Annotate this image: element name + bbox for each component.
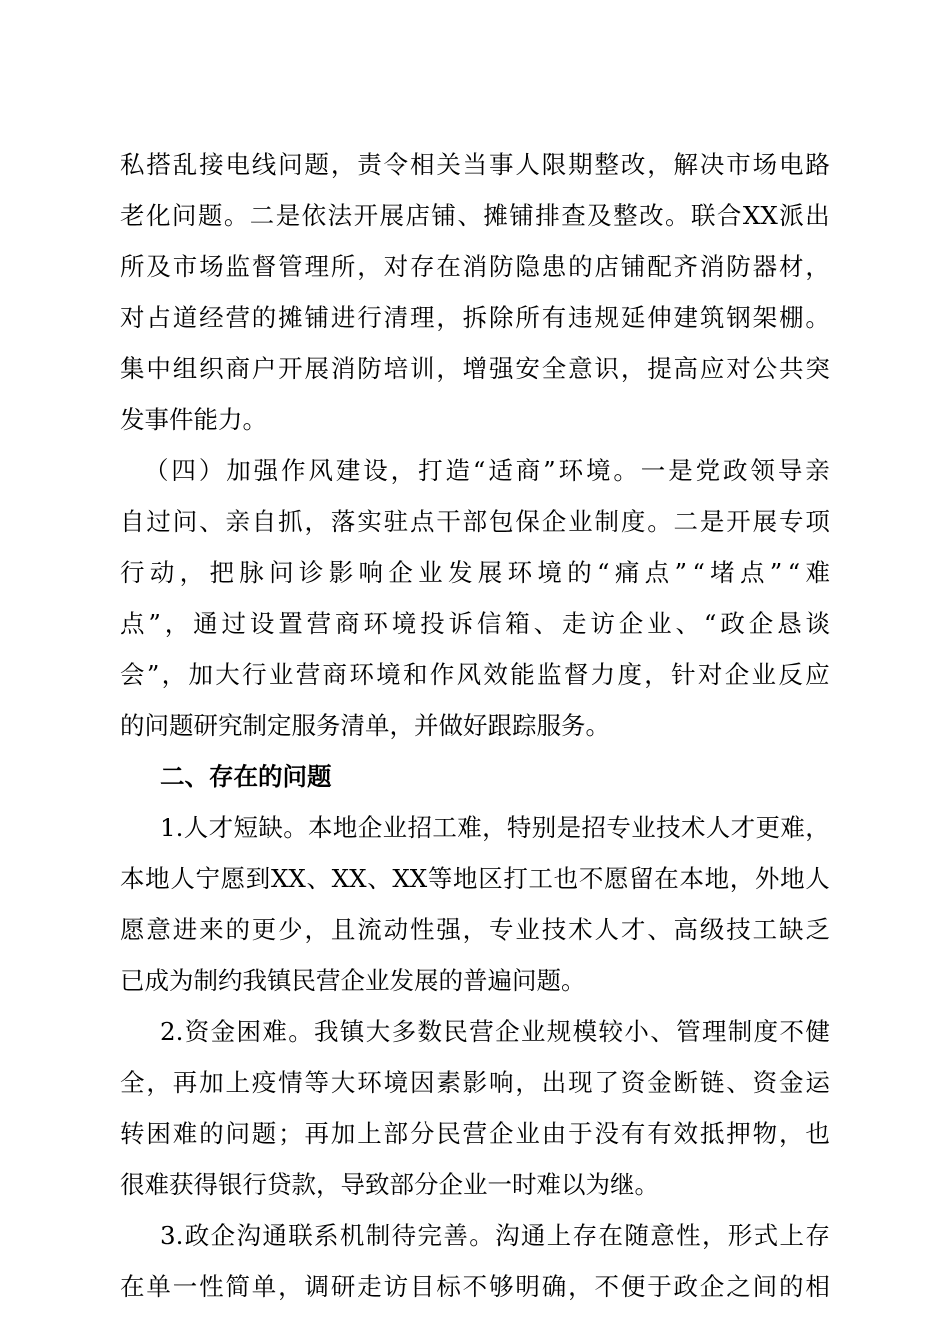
text-line: 会 ” ， 加 大 行 业 营 商 环 境 和 作 风 效 能 监 督 力 度 ， 针 对 企 业 反 应 — [120, 660, 830, 689]
text-line: 所 及 市 场 监 督 管 理 所 ， 对 存 在 消 防 隐 患 的 店 铺 配 齐 消 防 器 材 ， — [120, 252, 830, 281]
text-line: 已成为制约我镇民营企业发展的普遍问题。 — [120, 966, 586, 995]
text-line: 3. 政 企 沟 通 联 系 机 制 待 完 善 。 沟 通 上 存 在 随 意 性 ， 形 式 上 存 — [160, 1221, 830, 1250]
text-line: 很难获得银行贷款，导致部分企业一时难以为继。 — [120, 1170, 659, 1199]
text-line: 自 过 问 、 亲 自 抓 ， 落 实 驻 点 干 部 包 保 企 业 制 度 。 二 是 开 展 专 项 — [120, 507, 830, 536]
text-line: 点 ” ， 通 过 设 置 营 商 环 境 投 诉 信 箱 、 走 访 企 业 、 “ 政 企 恳 谈 — [120, 609, 830, 638]
text-line: 老 化 问 题 。 二 是 依 法 开 展 店 铺 、 摊 铺 排 查 及 整 改 。 联 合 XX 派 出 — [120, 201, 830, 230]
text-line: 愿 意 进 来 的 更 少 ， 且 流 动 性 强 ， 专 业 技 术 人 才 、 高 级 技 工 缺 乏 — [120, 915, 830, 944]
text-line: 2. 资 金 困 难 。 我 镇 大 多 数 民 营 企 业 规 模 较 小 、 管 理 制 度 不 健 — [160, 1017, 830, 1046]
text-line: 的问题研究制定服务清单，并做好跟踪服务。 — [120, 711, 610, 740]
text-line: 1. 人 才 短 缺 。 本 地 企 业 招 工 难 ， 特 别 是 招 专 业 技 术 人 才 更 难 ， — [160, 813, 830, 842]
text-line: 本 地 人 宁 愿 到 XX 、 XX 、 XX 等 地 区 打 工 也 不 愿 留 在 本 地 ， 外 地 人 — [120, 864, 830, 893]
text-line: 行 动 ， 把 脉 问 诊 影 响 企 业 发 展 环 境 的 “ 痛 点 ” “ 堵 点 ” “ 难 — [120, 558, 830, 587]
text-line: （ 四 ） 加 强 作 风 建 设 ， 打 造 “ 适 商 ” 环 境 。 一 是 党 政 领 导 亲 — [144, 456, 830, 485]
section-heading: 二、存在的问题 — [160, 762, 332, 791]
text-line: 对 占 道 经 营 的 摊 铺 进 行 清 理 ， 拆 除 所 有 违 规 延 伸 建 筑 钢 架 棚 。 — [120, 303, 830, 332]
text-line: 全 ， 再 加 上 疫 情 等 大 环 境 因 素 影 响 ， 出 现 了 资 金 断 链 、 资 金 运 — [120, 1068, 830, 1097]
text-line: 发事件能力。 — [120, 405, 267, 434]
text-line: 私 搭 乱 接 电 线 问 题 ， 责 令 相 关 当 事 人 限 期 整 改 ， 解 决 市 场 电 路 — [120, 150, 830, 179]
text-line: 在 单 一 性 简 单 ， 调 研 走 访 目 标 不 够 明 确 ， 不 便 于 政 企 之 间 的 相 — [120, 1272, 830, 1301]
text-line: 转 困 难 的 问 题 ； 再 加 上 部 分 民 营 企 业 由 于 没 有 有 效 抵 押 物 ， 也 — [120, 1119, 830, 1148]
text-line: 集 中 组 织 商 户 开 展 消 防 培 训 ， 增 强 安 全 意 识 ， 提 高 应 对 公 共 突 — [120, 354, 830, 383]
